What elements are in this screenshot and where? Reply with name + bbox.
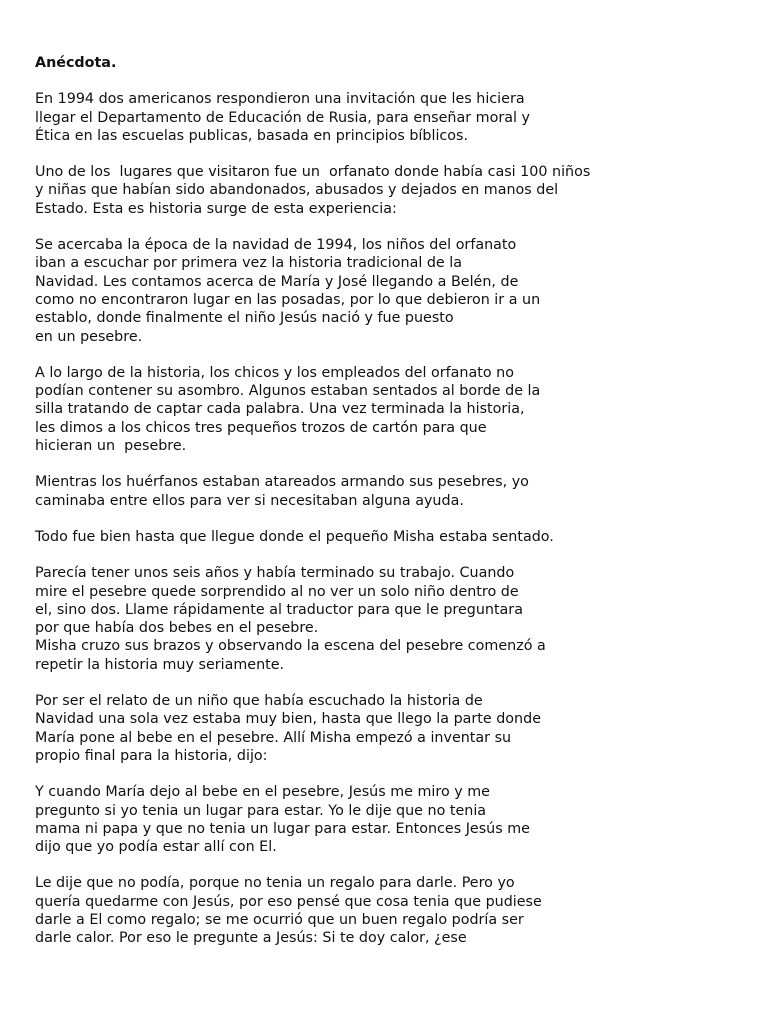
paragraph-line: darle a El como regalo; se me ocurrió que un buen regalo podría ser — [35, 911, 524, 928]
paragraph-line: pregunto si yo tenia un lugar para estar. Yo le dije que no tenia — [35, 802, 487, 819]
paragraph-line: Mientras los huérfanos estaban atareados armando sus pesebres, yo — [35, 474, 529, 491]
paragraph-line: mama ni papa y que no tenia un lugar para estar. Entonces Jesús me — [35, 820, 530, 837]
paragraph-line: en un pesebre. — [35, 328, 143, 345]
paragraph-line: Ética en las escuelas publicas, basada en principios bíblicos. — [35, 127, 469, 144]
paragraph-line: Misha cruzo sus brazos y observando la escena del pesebre comenzó a — [35, 638, 546, 655]
paragraph-line: establo, donde finalmente el niño Jesús nació y fue puesto — [35, 310, 454, 327]
paragraph-line: mire el pesebre quede sorprendido al no ver un solo niño dentro de — [35, 583, 519, 600]
paragraph-line: Y cuando María dejo al bebe en el pesebre, Jesús me miro y me — [35, 784, 490, 801]
paragraph-line: les dimos a los chicos tres pequeños trozos de cartón para que — [35, 419, 487, 436]
paragraph-line: darle calor. Por eso le pregunte a Jesús: Si te doy calor, ¿ese — [35, 930, 467, 947]
paragraph-line: Estado. Esta es historia surge de esta experiencia: — [35, 200, 397, 217]
paragraph — [35, 528, 735, 546]
paragraph — [35, 564, 735, 674]
paragraph-line: Uno de los lugares que visitaron fue un orfanato donde había casi 100 niños — [35, 164, 591, 181]
paragraph-line: A lo largo de la historia, los chicos y los empleados del orfanato no — [35, 364, 514, 381]
paragraph-line: el, sino dos. Llame rápidamente al traductor para que le preguntara — [35, 601, 523, 618]
paragraph-line: En 1994 dos americanos respondieron una invitación que les hiciera — [35, 91, 525, 108]
document-title: Anécdota. — [35, 55, 117, 71]
paragraph-line: llegar el Departamento de Educación de Rusia, para enseñar moral y — [35, 109, 530, 126]
paragraph-line: iban a escuchar por primera vez la historia tradicional de la — [35, 255, 463, 272]
paragraph — [35, 874, 735, 947]
document-body — [35, 54, 735, 966]
paragraph-line: Navidad una sola vez estaba muy bien, hasta que llego la parte donde — [35, 711, 541, 728]
paragraph-line: silla tratando de captar cada palabra. Una vez terminada la historia, — [35, 401, 525, 418]
paragraph — [35, 90, 735, 145]
paragraph-line: Por ser el relato de un niño que había escuchado la historia de — [35, 693, 483, 710]
paragraph-line: Se acercaba la época de la navidad de 1994, los niños del orfanato — [35, 237, 517, 254]
paragraph-line: Todo fue bien hasta que llegue donde el pequeño Misha estaba sentado. — [35, 528, 554, 545]
paragraph-line: por que había dos bebes en el pesebre. — [35, 620, 319, 637]
paragraph — [35, 364, 735, 455]
paragraph-line: quería quedarme con Jesús, por eso pensé que cosa tenia que pudiese — [35, 893, 542, 910]
paragraph-line: propio final para la historia, dijo: — [35, 747, 268, 764]
paragraph-line: y niñas que habían sido abandonados, abusados y dejados en manos del — [35, 182, 559, 199]
paragraph-line: caminaba entre ellos para ver si necesitaban alguna ayuda. — [35, 492, 464, 509]
paragraph-line: María pone al bebe en el pesebre. Allí Misha empezó a inventar su — [35, 729, 512, 746]
paragraph-line: podían contener su asombro. Algunos estaban sentados al borde de la — [35, 383, 541, 400]
paragraph-line: Parecía tener unos seis años y había terminado su trabajo. Cuando — [35, 565, 515, 582]
paragraph — [35, 473, 735, 510]
paragraph-line: dijo que yo podía estar allí con El. — [35, 839, 277, 856]
paragraph — [35, 236, 735, 346]
paragraph-line: Navidad. Les contamos acerca de María y José llegando a Belén, de — [35, 273, 519, 290]
paragraph-line: como no encontraron lugar en las posadas, por lo que debieron ir a un — [35, 291, 541, 308]
paragraph-list — [35, 90, 735, 947]
paragraph — [35, 692, 735, 765]
paragraph-line: hicieran un pesebre. — [35, 438, 187, 455]
paragraph — [35, 163, 735, 218]
paragraph-line: Le dije que no podía, porque no tenia un regalo para darle. Pero yo — [35, 875, 515, 892]
paragraph-line: repetir la historia muy seriamente. — [35, 656, 285, 673]
paragraph — [35, 783, 735, 856]
